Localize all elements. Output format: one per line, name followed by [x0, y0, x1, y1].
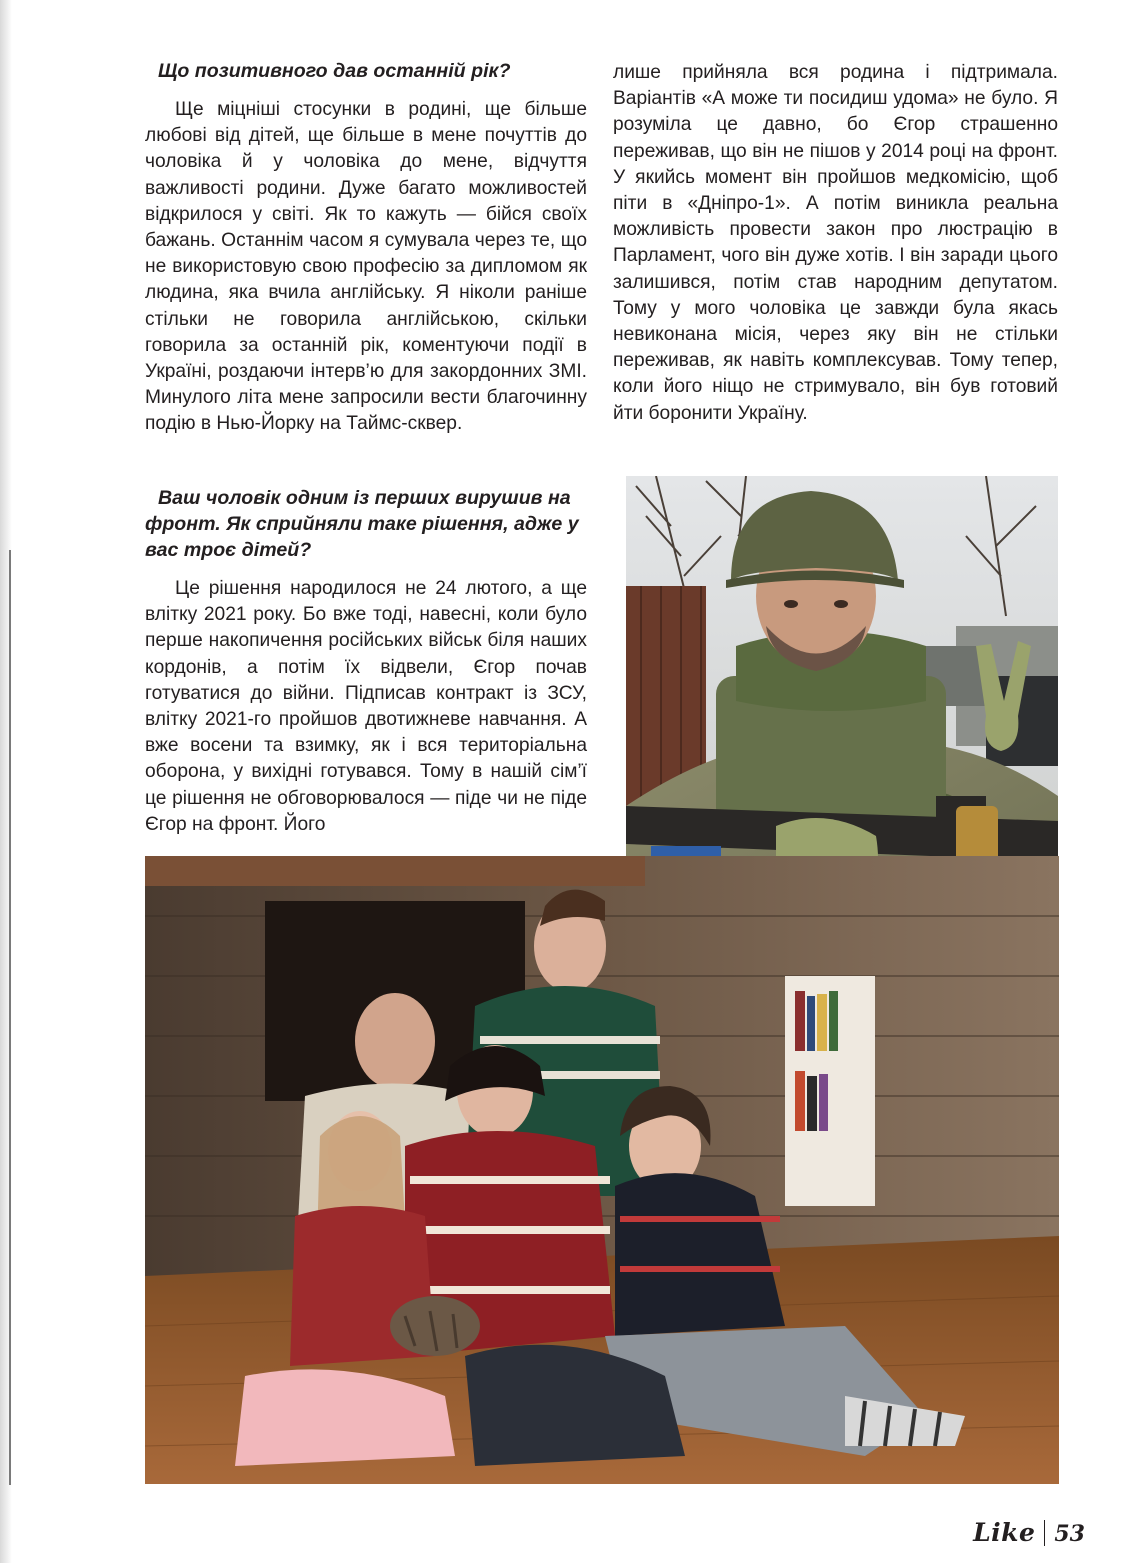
page-footer	[973, 1518, 1085, 1547]
family-illustration	[145, 856, 1059, 1484]
father-face	[355, 993, 435, 1089]
question-1-heading: Що позитивного дав останній рік?	[158, 60, 511, 82]
mantel-shelf	[145, 856, 645, 886]
answer-1-text	[145, 97, 587, 438]
page-binding-line	[9, 550, 11, 1485]
answer-1-paragraph: Ще міцніші стосунки в родині, ще більше любові від дітей, ще більше в мене почуттів до чоловіка й у чоловіка до мене, відчуття важливості родини. Дуже багато можливостей відкрилося у світі. Як то кажуть — бійся своїх бажань. Останнім часом я сумувала через те, що не використовую свою професію за дипломом як людина, яка вчила англійську. Я ніколи раніше стільки не говорила англійською, скільки говорила за останній рік, коментуючи події в Україні, роздаючи інтерв’ю для закордонних ЗМІ. Минулого літа мене запросили вести благочинну подію в Нью-Йорку на Таймс-сквер.	[145, 99, 587, 435]
answer-2-paragraph-part-1: Це рішення народилося не 24 лютого, а ще влітку 2021 року. Бо вже тоді, навесні, коли було перше накопичення російських військ біля наших кордонів, а потім їх відвели, Єгор почав готуватися до війни. Підписав контракт із ЗСУ, влітку 2021-го пройшов двотижневе навчання. А вже восени та взимку, як і вся територіальна оборона, у вихідні готувався. Тому в нашій сім’ї це рішення не обговорювалося — піде чи не піде Єгор на фронт. Його	[145, 578, 587, 835]
magazine-brand: Like	[973, 1518, 1036, 1547]
answer-2-text-right	[613, 60, 1058, 427]
answer-2-paragraph-part-2: лише прийняла вся родина і підтримала. Варіантів «А може ти посидиш удома» не було. Я розуміла це давно, бо Єгор страшенно переживав, що він не пішов у 2014 році на фронт. У якийсь момент він пройшов медкомісію, щоб піти в «Дніпро-1». А потім виникла реальна можливість провести закон про люстрацію в Парламент, чого він дуже хотів. І він заради цього залишився, потім став народним депутатом. Тому у мого чоловіка це завжди була якась невиконана місія, через яку він не стільки переживав, як навіть комплексував. Тому тепер, коли його ніщо не стримувало, він був готовий йти боронити Україну.	[613, 62, 1058, 424]
answer-2-text-left	[145, 576, 587, 838]
family-photo	[145, 856, 1059, 1484]
question-2-heading: Ваш чоловік одним із перших вирушив на фронт. Як сприйняли таке рішення, адже у вас троє дітей?	[145, 487, 579, 561]
page-number: 53	[1054, 1521, 1085, 1547]
footer-separator	[1044, 1520, 1045, 1546]
